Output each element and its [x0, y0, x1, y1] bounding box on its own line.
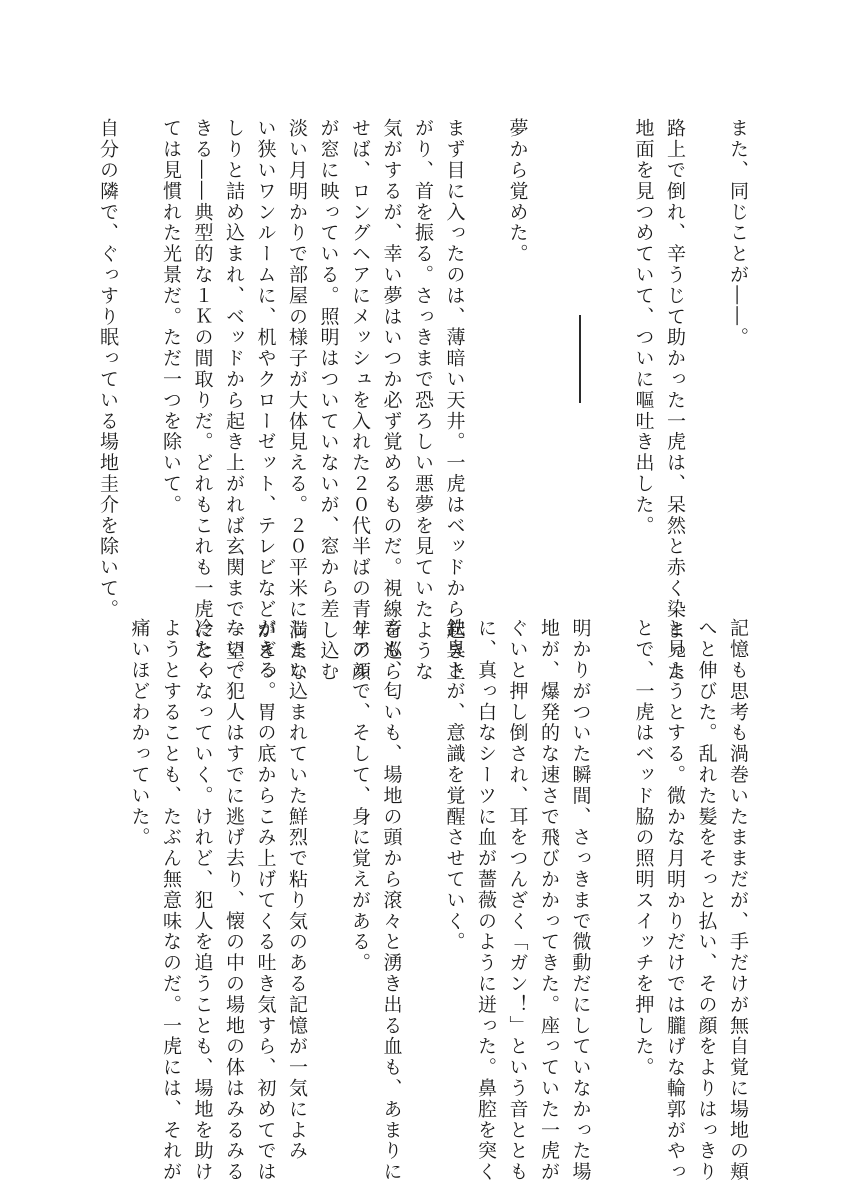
- line: 音も、匂いも、場地の頭から滾々と湧き出る血も、あまりに: [380, 618, 403, 1183]
- line: 地が、爆発的な速さで飛びかかってきた。座っていた一虎が: [538, 618, 560, 1183]
- scene-break: [564, 118, 596, 600]
- line: が窓に映っている。照明はついていないが、窓から差し込む: [317, 118, 340, 683]
- line: がり、首を振る。さっきまで恐ろしい悪夢を見ていたような: [412, 118, 434, 683]
- line: ようとすることも、たぶん無意味なのだ。一虎には、それが: [160, 618, 182, 1183]
- paragraph-gap: [690, 118, 722, 600]
- line: とで、一虎はベッド脇の照明スイッチを押した。: [632, 618, 655, 1078]
- line: きる――典型的な１Ｋの間取りだ。どれもこれも一虎にとっ: [191, 118, 214, 683]
- line: 冷たくなっていく。けれど、犯人を追うことも、場地を助け: [191, 618, 214, 1183]
- line: 明かりがついた瞬間、さっきまで微動だにしていなかった場: [569, 618, 592, 1183]
- paragraph-gap: [596, 618, 628, 1100]
- line: 鉄臭さが、意識を覚醒させていく。: [443, 618, 466, 953]
- line: 記憶も思考も渦巻いたままだが、手だけが無自覚に場地の頬: [727, 618, 749, 1183]
- paragraph-gap: [596, 118, 628, 600]
- line: しまい込まれていた鮮烈で粘り気のある記憶が一気によみ: [286, 618, 308, 1162]
- line: 路上で倒れ、辛うじて助かった一虎は、呆然と赤く染まった: [664, 118, 686, 683]
- line: に、真っ白なシーツに血が薔薇のように迸った。鼻腔を突く: [475, 618, 497, 1183]
- paragraph-gap: [123, 118, 155, 600]
- line: と見ようとする。微かな月明かりだけでは朧げな輪郭がやっ: [664, 618, 686, 1183]
- line: しりと詰め込まれ、ベッドから起き上がれば玄関まで一望で: [223, 118, 245, 683]
- paragraph-gap: [470, 118, 502, 600]
- line: へと伸びた。乱れた髪をそっと払い、その顔をよりはっきり: [695, 618, 718, 1183]
- line: 気がするが、幸い夢はいつか必ず覚めるものだ。視線を巡ら: [380, 118, 403, 683]
- paragraph-gap: [533, 118, 565, 600]
- line: ては見慣れた光景だ。ただ一つを除いて。: [160, 118, 182, 516]
- line: 淡い月明かりで部屋の様子が大体見える。２０平米に満たな: [286, 118, 308, 683]
- line: がえる。胃の底からこみ上げてくる吐き気すら、初めてでは: [254, 618, 277, 1183]
- line: ない。犯人はすでに逃げ去り、懐の中の場地の体はみるみる: [223, 618, 245, 1183]
- paragraph-gap: [312, 618, 344, 1100]
- line: 自分の隣で、ぐっすり眠っている場地圭介を除いて。: [97, 118, 119, 620]
- line: 地面を見つめていて、ついに嘔吐き出した。: [632, 118, 655, 536]
- line: リアルで、そして、身に覚えがある。: [349, 618, 371, 974]
- scene-break-rule: [579, 315, 581, 403]
- lower-text-block: [123, 618, 753, 1183]
- line: まず目に入ったのは、薄暗い天井。一虎はベッドから起き上: [443, 118, 466, 683]
- upper-text-block: [92, 118, 754, 683]
- paragraph-gap: [407, 618, 439, 1100]
- line: 夢から覚めた。: [506, 118, 529, 265]
- line: 痛いほどわかっていた。: [128, 618, 151, 848]
- line: ぐいと押し倒され、耳をつんざく「ガン！」という音ととも: [506, 618, 529, 1183]
- line: また、同じことが――。: [727, 118, 749, 348]
- line: い狭いワンルームに、机やクローゼット、テレビなどがぎっ: [254, 118, 277, 683]
- line: せば、ロングヘアにメッシュを入れた２０代半ばの青年の顔: [349, 118, 371, 683]
